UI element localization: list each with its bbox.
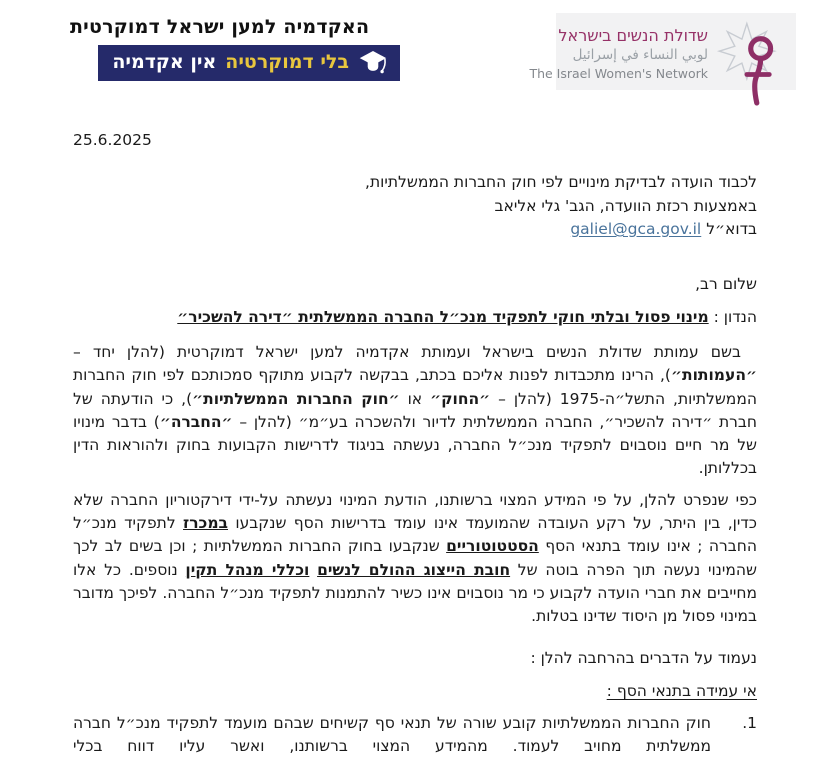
- iwn-hebrew-name: שדולת הנשים בישראל: [558, 26, 708, 45]
- academia-logo-title: האקדמיה למען ישראל דמוקרטית: [70, 16, 370, 38]
- body-paragraph-1: בשם עמותת שדולת הנשים בישראל ועמותת אקדמיה למען ישראל דמוקרטית (להלן יחד – ״העמותות״), הרינו מתכבדות לפנות אליכם בכתב, בבקשה לקבוע מתוקף סמכותכם לפי חוק החברות הממשלתיות, התשל״ה-1975 (להלן – ״החוק״ או ״חוק החברות הממשלתיות״), כי הודעתה של חברת ״דירה להשכיר״, החברה הממשלתית לדיור ולהשכרה בע״מ״ (להלן – ״החברה״) בדבר מינויו של מר חיים נוסבוים לתפקיד מנכ״ל החברה, נעשתה בניגוד לדרישות הקבועות בחוק ולהוראות הדין בכללותן.: [73, 343, 757, 478]
- closing-line: נעמוד על הדברים בהרחבה להלן :: [530, 648, 757, 667]
- body-paragraph-2: כפי שנפרט להלן, על פי המידע המצוי ברשותנו, הודעת המינוי נעשתה על-ידי דירקטוריון החברה שלא כדין, בין היתר, על רקע העובדה שהמועמד אינו עומד בדרישות הסף שנקבעו במכרז לתפקיד מנכ״ל החברה ; אינו עומד בתנאי הסף הסטטוטוריים שנקבעו בחוק החברות הממשלתיות ; וכן בשים לב לכך שהמינוי נעשה תוך הפרה בוטה של חובת הייצוג ההולם לנשים וכללי מנהל תקין נוספים. כל אלו מחייבים את חברי הועדה לקבוע כי מר נוסבוים אינו כשיר להתמנות לתפקיד מנכ״ל החברה. לפיכך מדובר במינוי פסול מן היסוד שדינו בטלות.: [73, 490, 758, 626]
- iwn-arabic-name: لوبي النساء في إسرائيل: [572, 47, 708, 63]
- section-heading: אי עמידה בתנאי הסף :: [606, 681, 757, 700]
- list-item-text: חוק החברות הממשלתיות קובע שורה של תנאי סף קשיחים שבהם מועמד לתפקיד מנכ״ל חברה ממשלתית מחויב לעמוד. מהמידע המצוי ברשותנו, ואשר עליו דווח בכלי: [73, 714, 711, 756]
- subject-label: הנדון :: [708, 308, 757, 326]
- addressee-line-2: באמצעות רכזת הוועדה, הגב' גלי אליאב: [494, 196, 757, 215]
- list-item-1: [73, 712, 757, 759]
- iwn-logo: [529, 13, 796, 90]
- subject-text: מינוי פסול ובלתי חוקי לתפקיד מנכ״ל החברה הממשלתית ״דירה להשכיר״: [177, 308, 709, 326]
- graduation-cap-icon: [358, 49, 388, 76]
- greeting: שלום רב,: [695, 275, 757, 293]
- letter-date: 25.6.2025: [73, 131, 152, 149]
- email-link[interactable]: galiel@gca.gov.il: [570, 220, 702, 238]
- list-item-number: 1.: [742, 714, 757, 733]
- email-label: בדוא״ל: [706, 220, 757, 238]
- addressee-email-line: [365, 218, 757, 242]
- letter-body: [73, 341, 757, 759]
- addressee-block: [365, 171, 757, 242]
- female-symbol-icon: [708, 20, 790, 116]
- academia-logo-banner: [98, 45, 400, 81]
- banner-text-yellow: בלי דמוקרטיה: [225, 51, 349, 73]
- banner-text-white: אין אקדמיה: [112, 51, 217, 73]
- iwn-logo-text: [525, 22, 708, 82]
- iwn-english-name: The Israel Women's Network: [529, 66, 708, 81]
- addressee-line-1: לכבוד הועדה לבדיקת מינויים לפי חוק החברות הממשלתיות,: [365, 173, 757, 191]
- starburst-icon: [719, 24, 774, 79]
- academia-logo: [70, 16, 400, 81]
- subject-line: [73, 308, 757, 326]
